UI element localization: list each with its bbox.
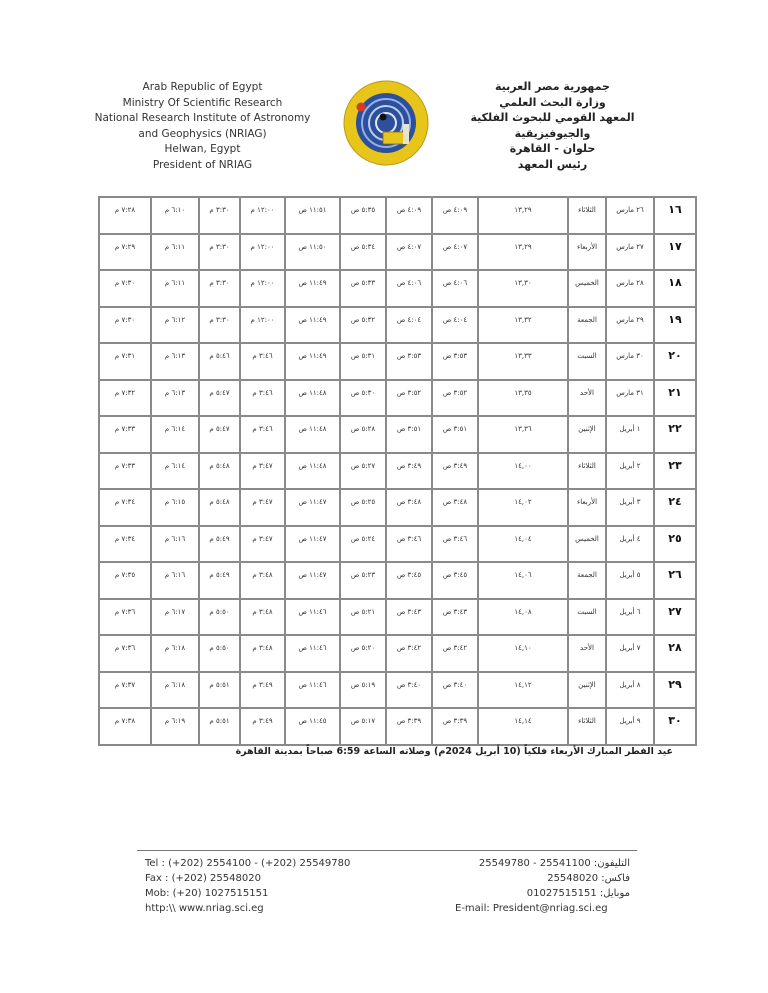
cell-fajr: ٣:٤٢ ص	[386, 635, 432, 672]
cell-imsak: ٣:٥١ ص	[432, 416, 478, 453]
cell-weekday: السبت	[568, 343, 606, 380]
cell-asr: ٣:٤٩ م	[240, 708, 285, 745]
cell-sunrise: ٥:٣١ ص	[340, 343, 386, 380]
cell-maghrib: ٥:٤٩ م	[199, 526, 240, 563]
prayer-timetable	[98, 196, 697, 746]
cell-imsak: ٣:٤٥ ص	[432, 562, 478, 599]
cell-date: ٧ أبريل	[606, 635, 654, 672]
cell-day: ٢١	[654, 380, 696, 417]
cell-weekday: الإثنين	[568, 672, 606, 709]
cell-maghrib: ٣:٣٠ م	[199, 234, 240, 271]
cell-weekday: الخميس	[568, 526, 606, 563]
cell-asr: ٣:٤٨ م	[240, 635, 285, 672]
header-line-city: Helwan, Egypt	[164, 143, 241, 155]
cell-dhuhr: ١١:٤٥ ص	[285, 708, 340, 745]
cell-sunrise: ٥:٢٣ ص	[340, 562, 386, 599]
cell-imsak: ٣:٤٣ ص	[432, 599, 478, 636]
header-line-institute-cont: and Geophysics (NRIAG)	[138, 127, 267, 140]
cell-duration: ١٣,٢٩	[478, 197, 568, 234]
cell-weekday: السبت	[568, 599, 606, 636]
cell-tarawih: ٧:٢٨ م	[99, 197, 151, 234]
cell-isha: ٦:١١ م	[151, 270, 199, 307]
cell-fajr: ٣:٥١ ص	[386, 416, 432, 453]
cell-day: ١٧	[654, 234, 696, 271]
cell-imsak: ٣:٤٦ ص	[432, 526, 478, 563]
table-row	[99, 197, 696, 234]
cell-isha: ٦:١٥ م	[151, 489, 199, 526]
footer-website-link[interactable]: http:\\ www.nriag.sci.eg	[145, 903, 264, 914]
header-line-ministry: Ministry Of Scientific Research	[122, 96, 283, 109]
cell-date: ٨ أبريل	[606, 672, 654, 709]
cell-date: ٢٦ مارس	[606, 197, 654, 234]
cell-day: ٢٩	[654, 672, 696, 709]
cell-imsak: ٣:٤٩ ص	[432, 453, 478, 490]
eid-note: عيد الفطر المبارك الأربعاء فلكياً (10 أبريل 2024م) وصلاته الساعة 6:59 صباحاً بمدينة القاهرة	[235, 746, 673, 757]
cell-duration: ١٣,٣٠	[478, 270, 568, 307]
cell-date: ٢ أبريل	[606, 453, 654, 490]
cell-tarawih: ٧:٣١ م	[99, 343, 151, 380]
cell-asr: ٣:٤٩ م	[240, 672, 285, 709]
cell-tarawih: ٧:٣٣ م	[99, 416, 151, 453]
cell-fajr: ٣:٤٨ ص	[386, 489, 432, 526]
cell-asr: ٣:٤٧ م	[240, 526, 285, 563]
cell-isha: ٦:١٨ م	[151, 635, 199, 672]
table-row	[99, 307, 696, 344]
cell-asr: ٣:٤٨ م	[240, 562, 285, 599]
cell-fajr: ٤:٠٦ ص	[386, 270, 432, 307]
cell-sunrise: ٥:٢٠ ص	[340, 635, 386, 672]
cell-isha: ٦:١٤ م	[151, 416, 199, 453]
cell-maghrib: ٥:٥١ م	[199, 708, 240, 745]
cell-date: ٥ أبريل	[606, 562, 654, 599]
cell-weekday: الجمعة	[568, 562, 606, 599]
cell-sunrise: ٥:٢٧ ص	[340, 453, 386, 490]
cell-day: ٢٧	[654, 599, 696, 636]
cell-asr: ٣:٤٧ م	[240, 489, 285, 526]
cell-sunrise: ٥:٢٥ ص	[340, 489, 386, 526]
cell-dhuhr: ١١:٤٦ ص	[285, 672, 340, 709]
cell-dhuhr: ١١:٤٧ ص	[285, 562, 340, 599]
cell-tarawih: ٧:٣٠ م	[99, 307, 151, 344]
footer-email-link[interactable]: E-mail: President@nriag.sci.eg	[455, 903, 608, 914]
cell-fajr: ٤:٠٩ ص	[386, 197, 432, 234]
table-row	[99, 343, 696, 380]
cell-dhuhr: ١١:٤٧ ص	[285, 526, 340, 563]
cell-date: ٢٨ مارس	[606, 270, 654, 307]
cell-imsak: ٤:٠٩ ص	[432, 197, 478, 234]
cell-fajr: ٤:٠٤ ص	[386, 307, 432, 344]
cell-date: ١ أبريل	[606, 416, 654, 453]
cell-maghrib: ٥:٤٨ م	[199, 453, 240, 490]
cell-date: ٤ أبريل	[606, 526, 654, 563]
cell-tarawih: ٧:٣٠ م	[99, 270, 151, 307]
cell-day: ٢٣	[654, 453, 696, 490]
cell-sunrise: ٥:٢٨ ص	[340, 416, 386, 453]
cell-duration: ١٤,٠٤	[478, 526, 568, 563]
cell-isha: ٦:١٨ م	[151, 672, 199, 709]
cell-dhuhr: ١١:٥١ ص	[285, 197, 340, 234]
cell-fajr: ٣:٥٣ ص	[386, 343, 432, 380]
cell-sunrise: ٥:٣٣ ص	[340, 270, 386, 307]
cell-tarawih: ٧:٣٢ م	[99, 380, 151, 417]
cell-tarawih: ٧:٣٦ م	[99, 635, 151, 672]
cell-tarawih: ٧:٣٦ م	[99, 599, 151, 636]
cell-imsak: ٣:٤٠ ص	[432, 672, 478, 709]
cell-asr: ٣:٤٦ م	[240, 380, 285, 417]
cell-dhuhr: ١١:٥٠ ص	[285, 234, 340, 271]
cell-maghrib: ٥:٤٧ م	[199, 380, 240, 417]
cell-maghrib: ٣:٣٠ م	[199, 197, 240, 234]
cell-isha: ٦:١٤ م	[151, 453, 199, 490]
cell-date: ٩ أبريل	[606, 708, 654, 745]
cell-weekday: الأحد	[568, 380, 606, 417]
cell-maghrib: ٥:٥٠ م	[199, 599, 240, 636]
cell-day: ٢٥	[654, 526, 696, 563]
cell-asr: ٣:٤٧ م	[240, 453, 285, 490]
table-row	[99, 270, 696, 307]
cell-maghrib: ٣:٣٠ م	[199, 307, 240, 344]
footer-tel: Tel : (+202) 2554100 - (+202) 25549780	[145, 858, 351, 869]
header-ar-line-city: حلوان - القاهرة	[509, 142, 596, 155]
cell-weekday: الأحد	[568, 635, 606, 672]
cell-imsak: ٣:٥٢ ص	[432, 380, 478, 417]
header-ar-line-institute: المعهد القومي للبحوث الفلكية والجيوفيزيقية	[470, 111, 635, 140]
cell-day: ٢٠	[654, 343, 696, 380]
cell-sunrise: ٥:١٩ ص	[340, 672, 386, 709]
cell-fajr: ٣:٤٠ ص	[386, 672, 432, 709]
cell-weekday: الأربعاء	[568, 489, 606, 526]
cell-sunrise: ٥:٣٠ ص	[340, 380, 386, 417]
header-line-title: President of NRIAG	[152, 158, 253, 171]
cell-day: ٢٤	[654, 489, 696, 526]
header-ar-line-ministry: وزارة البحث العلمي	[499, 95, 606, 109]
cell-imsak: ٣:٤٢ ص	[432, 635, 478, 672]
header-line-country: Arab Republic of Egypt	[142, 81, 263, 93]
cell-duration: ١٤,٠٢	[478, 489, 568, 526]
cell-fajr: ٣:٤٥ ص	[386, 562, 432, 599]
table-row	[99, 672, 696, 709]
cell-duration: ١٣,٣٣	[478, 343, 568, 380]
cell-weekday: الثلاثاء	[568, 453, 606, 490]
header-ar-line-country: جمهورية مصر العربية	[495, 80, 610, 93]
cell-duration: ١٤,٠٦	[478, 562, 568, 599]
cell-dhuhr: ١١:٤٦ ص	[285, 599, 340, 636]
cell-fajr: ٣:٣٩ ص	[386, 708, 432, 745]
cell-asr: ١٢:٠٠ م	[240, 307, 285, 344]
cell-date: ٢٩ مارس	[606, 307, 654, 344]
cell-isha: ٦:١٣ م	[151, 343, 199, 380]
cell-sunrise: ٥:١٧ ص	[340, 708, 386, 745]
footer-ar-mobile: موبايل: 01027515151	[526, 888, 630, 899]
table-row	[99, 635, 696, 672]
cell-dhuhr: ١١:٤٩ ص	[285, 343, 340, 380]
table-row	[99, 708, 696, 745]
cell-dhuhr: ١١:٤٩ ص	[285, 307, 340, 344]
cell-dhuhr: ١١:٤٨ ص	[285, 416, 340, 453]
cell-sunrise: ٥:٣٤ ص	[340, 234, 386, 271]
cell-tarawih: ٧:٣٥ م	[99, 562, 151, 599]
cell-duration: ١٤,٠٨	[478, 599, 568, 636]
cell-isha: ٦:١٢ م	[151, 307, 199, 344]
cell-day: ٢٨	[654, 635, 696, 672]
nriag-emblem-icon	[343, 80, 429, 166]
cell-day: ١٨	[654, 270, 696, 307]
cell-weekday: الإثنين	[568, 416, 606, 453]
table-row	[99, 416, 696, 453]
cell-duration: ١٣,٣٦	[478, 416, 568, 453]
cell-fajr: ٣:٤٦ ص	[386, 526, 432, 563]
cell-asr: ١٢:٠٠ م	[240, 234, 285, 271]
table-row	[99, 453, 696, 490]
cell-imsak: ٣:٣٩ ص	[432, 708, 478, 745]
cell-isha: ٦:١٣ م	[151, 380, 199, 417]
cell-date: ٣٠ مارس	[606, 343, 654, 380]
cell-isha: ٦:١٠ م	[151, 197, 199, 234]
cell-sunrise: ٥:٢٤ ص	[340, 526, 386, 563]
cell-isha: ٦:١١ م	[151, 234, 199, 271]
table-row	[99, 234, 696, 271]
header-english	[70, 80, 335, 173]
cell-maghrib: ٣:٣٠ م	[199, 270, 240, 307]
cell-weekday: الثلاثاء	[568, 197, 606, 234]
cell-isha: ٦:١٦ م	[151, 526, 199, 563]
cell-weekday: الثلاثاء	[568, 708, 606, 745]
cell-sunrise: ٥:٣٥ ص	[340, 197, 386, 234]
cell-dhuhr: ١١:٤٨ ص	[285, 380, 340, 417]
cell-asr: ٣:٤٨ م	[240, 599, 285, 636]
cell-tarawih: ٧:٣٧ م	[99, 672, 151, 709]
footer-english	[145, 856, 350, 916]
cell-date: ٢٧ مارس	[606, 234, 654, 271]
cell-maghrib: ٥:٤٩ م	[199, 562, 240, 599]
cell-asr: ٣:٤٦ م	[240, 343, 285, 380]
cell-day: ٢٢	[654, 416, 696, 453]
cell-dhuhr: ١١:٤٦ ص	[285, 635, 340, 672]
cell-maghrib: ٥:٤٧ م	[199, 416, 240, 453]
cell-tarawih: ٧:٣٤ م	[99, 489, 151, 526]
cell-duration: ١٣,٣٢	[478, 307, 568, 344]
footer-arabic	[450, 856, 630, 916]
footer-ar-tel: التليفون: 25541100 - 25549780	[478, 858, 630, 869]
cell-imsak: ٤:٠٤ ص	[432, 307, 478, 344]
cell-maghrib: ٥:٥١ م	[199, 672, 240, 709]
cell-imsak: ٣:٥٣ ص	[432, 343, 478, 380]
table-row	[99, 599, 696, 636]
cell-tarawih: ٧:٣٣ م	[99, 453, 151, 490]
cell-maghrib: ٥:٤٦ م	[199, 343, 240, 380]
header-arabic	[445, 79, 660, 172]
cell-date: ٣١ مارس	[606, 380, 654, 417]
cell-fajr: ٣:٥٢ ص	[386, 380, 432, 417]
cell-duration: ١٣,٣٥	[478, 380, 568, 417]
cell-sunrise: ٥:٣٢ ص	[340, 307, 386, 344]
footer-mobile: Mob: (+20) 1027515151	[145, 888, 269, 899]
cell-date: ٦ أبريل	[606, 599, 654, 636]
cell-dhuhr: ١١:٤٨ ص	[285, 453, 340, 490]
cell-isha: ٦:١٩ م	[151, 708, 199, 745]
cell-fajr: ٤:٠٧ ص	[386, 234, 432, 271]
cell-tarawih: ٧:٣٨ م	[99, 708, 151, 745]
cell-weekday: الجمعة	[568, 307, 606, 344]
header-ar-line-title: رئيس المعهد	[517, 157, 588, 171]
cell-duration: ١٤,٠٠	[478, 453, 568, 490]
cell-day: ١٦	[654, 197, 696, 234]
cell-duration: ١٤,١٤	[478, 708, 568, 745]
cell-imsak: ٤:٠٧ ص	[432, 234, 478, 271]
cell-asr: ١٢:٠٠ م	[240, 270, 285, 307]
footer-divider	[137, 850, 637, 851]
footer-ar-fax: فاكس: 25548020	[547, 873, 630, 884]
cell-asr: ١٢:٠٠ م	[240, 197, 285, 234]
cell-imsak: ٤:٠٦ ص	[432, 270, 478, 307]
table-row	[99, 489, 696, 526]
cell-duration: ١٤,١٢	[478, 672, 568, 709]
cell-weekday: الأربعاء	[568, 234, 606, 271]
cell-tarawih: ٧:٣٤ م	[99, 526, 151, 563]
cell-dhuhr: ١١:٤٩ ص	[285, 270, 340, 307]
cell-weekday: الخميس	[568, 270, 606, 307]
table-row	[99, 526, 696, 563]
cell-day: ٢٦	[654, 562, 696, 599]
cell-day: ٣٠	[654, 708, 696, 745]
cell-asr: ٣:٤٦ م	[240, 416, 285, 453]
cell-fajr: ٣:٤٣ ص	[386, 599, 432, 636]
cell-isha: ٦:١٧ م	[151, 599, 199, 636]
cell-imsak: ٣:٤٨ ص	[432, 489, 478, 526]
cell-tarawih: ٧:٢٩ م	[99, 234, 151, 271]
table-row	[99, 380, 696, 417]
footer-fax: Fax : (+202) 25548020	[145, 873, 261, 884]
table-row	[99, 562, 696, 599]
cell-date: ٣ أبريل	[606, 489, 654, 526]
cell-fajr: ٣:٤٩ ص	[386, 453, 432, 490]
cell-isha: ٦:١٦ م	[151, 562, 199, 599]
cell-duration: ١٤,١٠	[478, 635, 568, 672]
header-line-institute: National Research Institute of Astronomy	[94, 112, 311, 124]
cell-sunrise: ٥:٢١ ص	[340, 599, 386, 636]
cell-day: ١٩	[654, 307, 696, 344]
cell-dhuhr: ١١:٤٧ ص	[285, 489, 340, 526]
cell-maghrib: ٥:٤٨ م	[199, 489, 240, 526]
cell-duration: ١٣,٢٩	[478, 234, 568, 271]
cell-maghrib: ٥:٥٠ م	[199, 635, 240, 672]
